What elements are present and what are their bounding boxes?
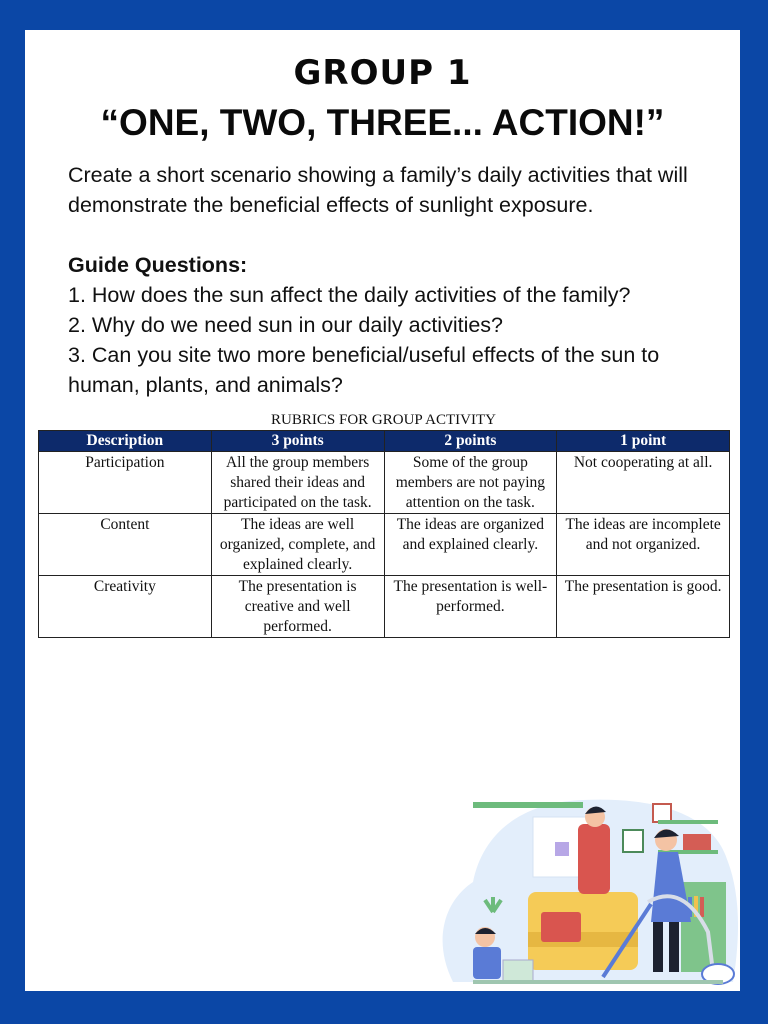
intro-text: Create a short scenario showing a family’s daily activities that will demonstrate the beneficial effects of sunlight exposure. xyxy=(68,163,688,217)
guide-question: 1. How does the sun affect the daily activities of the family? xyxy=(68,283,631,307)
table-row xyxy=(39,452,730,514)
table-row xyxy=(39,514,730,576)
instructions xyxy=(68,160,728,400)
cell: Not cooperating at all. xyxy=(557,452,730,514)
header-2-points: 2 points xyxy=(384,431,557,452)
cell: Some of the group members are not paying attention on the task. xyxy=(384,452,557,514)
cell: The ideas are organized and explained clearly. xyxy=(384,514,557,576)
rubric-table xyxy=(38,430,730,638)
cell: Content xyxy=(39,514,212,576)
activity-title: “ONE, TWO, THREE... ACTION!” xyxy=(100,102,665,143)
cell: The presentation is good. xyxy=(557,576,730,638)
cell: The presentation is well-performed. xyxy=(384,576,557,638)
worksheet-content xyxy=(25,30,740,638)
family-cleaning-illustration xyxy=(433,792,743,990)
cell: Participation xyxy=(39,452,212,514)
cell: All the group members shared their ideas and participated on the task. xyxy=(211,452,384,514)
guide-question: 3. Can you site two more beneficial/useful effects of the sun to human, plants, and animals? xyxy=(68,343,660,397)
header-1-point: 1 point xyxy=(557,431,730,452)
table-header-row xyxy=(39,431,730,452)
group-title: GROUP 1 xyxy=(293,53,472,93)
header-description: Description xyxy=(39,431,212,452)
rubric-caption: RUBRICS FOR GROUP ACTIVITY xyxy=(271,412,496,428)
cell: Creativity xyxy=(39,576,212,638)
cell: The presentation is creative and well performed. xyxy=(211,576,384,638)
table-row xyxy=(39,576,730,638)
worksheet-page xyxy=(25,30,740,991)
cell: The ideas are well organized, complete, and explained clearly. xyxy=(211,514,384,576)
guide-heading: Guide Questions: xyxy=(68,253,248,277)
guide-question: 2. Why do we need sun in our daily activities? xyxy=(68,313,504,337)
header-3-points: 3 points xyxy=(211,431,384,452)
cell: The ideas are incomplete and not organized. xyxy=(557,514,730,576)
